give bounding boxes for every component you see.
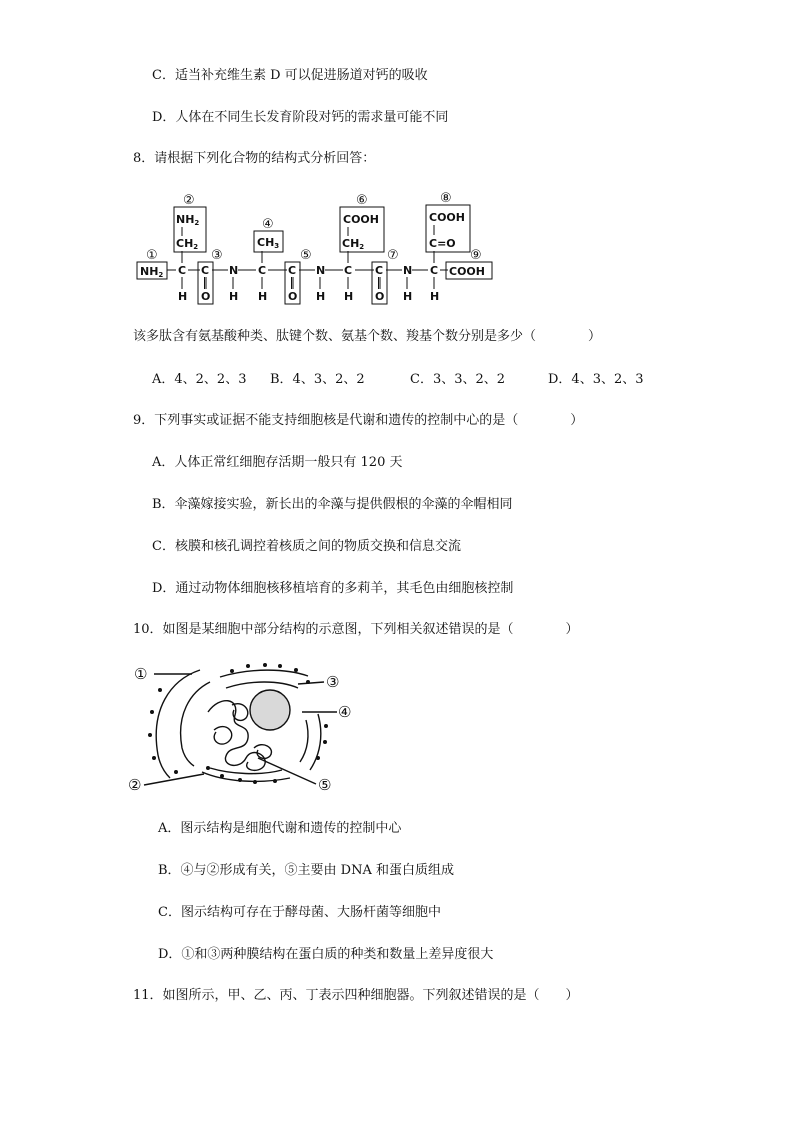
q8-option-d: D．4、3、2、3 — [548, 372, 644, 387]
nh2-side: NH2 — [176, 213, 200, 227]
alpha-c-3: C — [344, 264, 353, 277]
o-2: O — [288, 290, 298, 303]
amide-n-1: N — [229, 264, 239, 277]
label-3: ③ — [326, 673, 340, 691]
label-7: ⑦ — [387, 248, 399, 263]
h-1: H — [178, 290, 188, 303]
q9-option-d: D．通过动物体细胞核移植培育的多莉羊，其毛色由细胞核控制 — [152, 581, 514, 596]
label-5: ⑤ — [300, 248, 312, 263]
label-5: ⑤ — [318, 776, 332, 794]
nucleolus — [250, 690, 290, 730]
nh2-terminal: NH2 — [140, 265, 164, 279]
label-1: ① — [146, 248, 158, 263]
alpha-c-1: C — [178, 264, 187, 277]
o-3: O — [375, 290, 385, 303]
q10-stem: 10．如图是某细胞中部分结构的示意图，下列相关叙述错误的是（ ） — [133, 622, 579, 637]
q10-option-c: C．图示结构可存在于酵母菌、大肠杆菌等细胞中 — [158, 905, 441, 920]
h-7: H — [430, 290, 440, 303]
h-3: H — [258, 290, 268, 303]
amide-n-2: N — [316, 264, 326, 277]
label-3: ③ — [211, 248, 223, 263]
q8-option-c: C．3、3、2、2 — [410, 372, 506, 387]
label-4: ④ — [338, 703, 352, 721]
cooh-terminal: COOH — [449, 265, 485, 278]
q11-stem: 11．如图所示，甲、乙、丙、丁表示四种细胞器。下列叙述错误的是（ ） — [133, 988, 579, 1003]
label-6: ⑥ — [356, 193, 368, 208]
carbonyl-c-1: C — [201, 264, 210, 277]
label-2: ② — [183, 193, 195, 208]
ch3-side: CH3 — [257, 236, 280, 250]
carbonyl-c-2: C — [288, 264, 297, 277]
carbonyl-c-3: C — [375, 264, 384, 277]
q10-option-d: D．①和③两种膜结构在蛋白质的种类和数量上差异度很大 — [158, 947, 494, 962]
q9-option-c: C．核膜和核孔调控着核质之间的物质交换和信息交流 — [152, 539, 461, 554]
h-4: H — [316, 290, 326, 303]
q7-option-c: C．适当补充维生素 D 可以促进肠道对钙的吸收 — [152, 68, 428, 83]
cooh-side-b: COOH — [429, 211, 465, 224]
amide-n-3: N — [403, 264, 413, 277]
q8-stem: 8．请根据下列化合物的结构式分析回答： — [133, 151, 376, 166]
label-4: ④ — [262, 217, 274, 232]
h-5: H — [344, 290, 354, 303]
label-2: ② — [128, 776, 142, 794]
q9-option-a: A．人体正常红细胞存活期一般只有 120 天 — [152, 455, 403, 470]
q10-option-b: B．④与②形成有关，⑤主要由 DNA 和蛋白质组成 — [158, 863, 455, 878]
q9-stem: 9．下列事实或证据不能支持细胞核是代谢和遗传的控制中心的是（ ） — [133, 413, 584, 428]
peptide-structure-diagram — [130, 185, 500, 310]
q8-option-b: B．4、3、2、2 — [270, 372, 365, 387]
alpha-c-2: C — [258, 264, 267, 277]
label-9: ⑨ — [470, 248, 482, 263]
ch2-side-a: CH2 — [176, 237, 199, 251]
cooh-side-a: COOH — [343, 213, 379, 226]
h-2: H — [229, 290, 239, 303]
carbonyl-side: C=O — [429, 237, 456, 250]
label-1: ① — [134, 665, 148, 683]
nucleus-diagram — [130, 660, 370, 800]
ch2-side-b: CH2 — [342, 237, 365, 251]
alpha-c-4: C — [430, 264, 439, 277]
o-1: O — [201, 290, 211, 303]
q8-option-a: A．4、2、2、3 — [152, 372, 247, 387]
h-6: H — [403, 290, 413, 303]
q8-question: 该多肽含有氨基酸种类、肽键个数、氨基个数、羧基个数分别是多少（ ） — [133, 329, 602, 344]
q9-option-b: B．伞藻嫁接实验，新长出的伞藻与提供假根的伞藻的伞帽相同 — [152, 497, 513, 512]
label-8: ⑧ — [440, 191, 452, 206]
q10-option-a: A．图示结构是细胞代谢和遗传的控制中心 — [158, 821, 402, 836]
q7-option-d: D．人体在不同生长发育阶段对钙的需求量可能不同 — [152, 110, 449, 125]
